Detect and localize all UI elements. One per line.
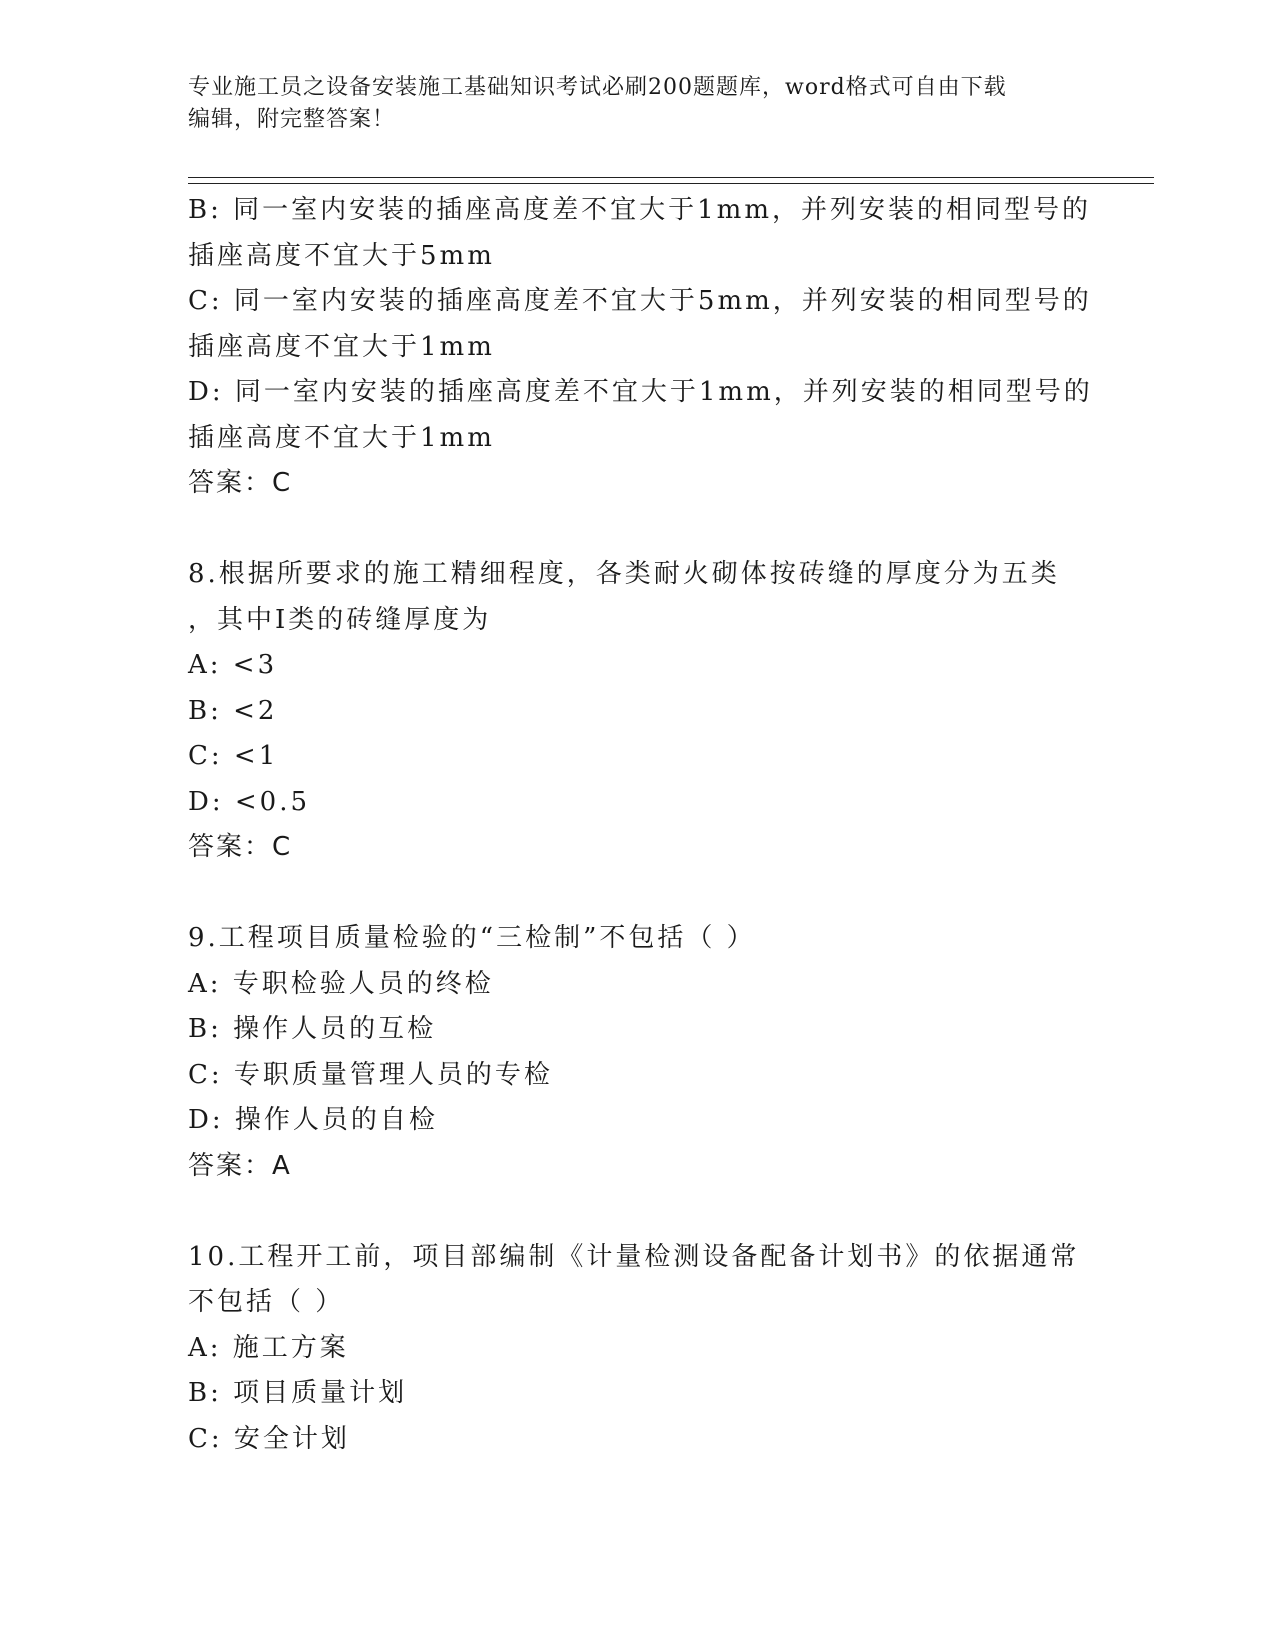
answer: 答案：C (188, 832, 293, 862)
question-9 (188, 916, 1068, 1189)
spacer (188, 1189, 1068, 1235)
option-c: C: 专职质量管理人员的专检 (188, 1059, 553, 1090)
option-d-line-1: D: 同一室内安装的插座高度差不宜大于1mm，并列安装的相同型号的 (188, 377, 1093, 407)
question-stem-line-1: 10.工程开工前，项目部编制《计量检测设备配备计划书》的依据通常 (188, 1241, 1080, 1272)
option-b-line-1: B: 同一室内安装的插座高度差不宜大于1mm，并列安装的相同型号的 (188, 195, 1091, 225)
option-c-line-2: 插座高度不宜大于1mm (188, 331, 495, 362)
spacer (188, 507, 1068, 553)
option-b-line-2: 插座高度不宜大于5mm (188, 240, 495, 271)
option-d-line-2: 插座高度不宜大于1mm (188, 422, 495, 453)
option-c-line-1: C: 同一室内安装的插座高度差不宜大于5mm，并列安装的相同型号的 (188, 286, 1092, 316)
question-stem-line-2: 不包括（ ） (188, 1287, 345, 1317)
option-b: B: 操作人员的互检 (188, 1014, 437, 1044)
question-stem: 9.工程项目质量检验的“三检制”不包括（ ） (188, 923, 756, 953)
header-divider-bottom (188, 183, 1154, 184)
spacer (188, 871, 1068, 917)
option-a: A: 专职检验人员的终检 (188, 968, 494, 999)
question-10 (188, 1235, 1080, 1463)
option-d: D: <0.5 (188, 786, 311, 817)
question-7-partial (188, 188, 1093, 507)
option-c: C: <1 (188, 741, 279, 771)
header-title-line-1: 专业施工员之设备安装施工基础知识考试必刷200题题库，word格式可自由下载 (188, 75, 1007, 100)
option-a: A: 施工方案 (188, 1332, 349, 1363)
option-b: B: 项目质量计划 (188, 1378, 408, 1408)
option-b: B: <2 (188, 695, 278, 726)
question-list (188, 188, 1093, 1462)
question-stem-line-1: 8.根据所要求的施工精细程度，各类耐火砌体按砖缝的厚度分为五类 (188, 559, 1060, 589)
document-header (188, 72, 1068, 136)
option-a: A: <3 (188, 650, 278, 680)
answer: 答案：C (188, 468, 293, 498)
option-d: D: 操作人员的自检 (188, 1105, 438, 1135)
question-8 (188, 552, 1068, 871)
header-title-line-2: 编辑，附完整答案！ (188, 107, 396, 132)
answer: 答案：A (188, 1150, 292, 1181)
header-divider-top (188, 177, 1154, 178)
option-c: C: 安全计划 (188, 1423, 350, 1454)
question-stem-line-2: ，其中I类的砖缝厚度为 (188, 604, 492, 635)
